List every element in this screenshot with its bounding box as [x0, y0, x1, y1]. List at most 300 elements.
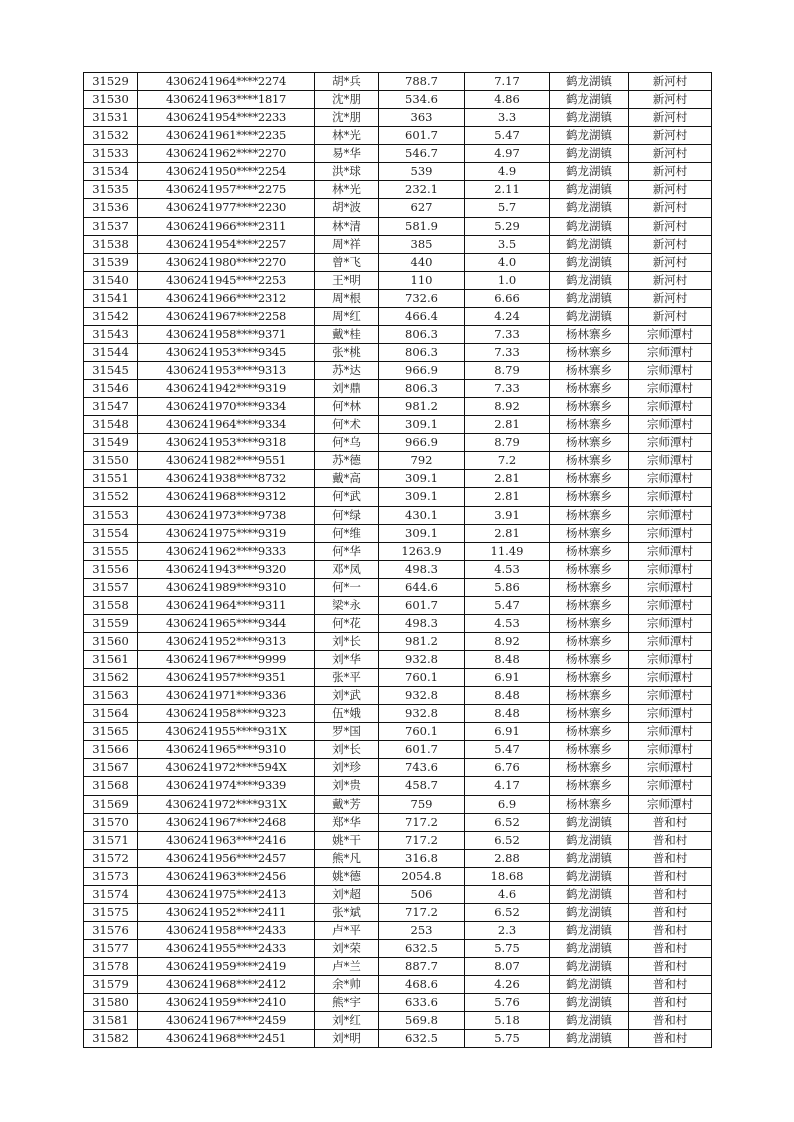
table-row [84, 777, 712, 795]
cell-serial-number: 31540 [84, 271, 138, 289]
cell-township: 鹤龙湖镇 [550, 199, 629, 217]
cell-township: 鹤龙湖镇 [550, 91, 629, 109]
cell-village: 普和村 [629, 885, 712, 903]
cell-id-number: 4306241973****9738 [138, 506, 315, 524]
table-row [84, 723, 712, 741]
cell-name: 姚*德 [315, 867, 379, 885]
cell-serial-number: 31543 [84, 325, 138, 343]
cell-village: 宗师潭村 [629, 416, 712, 434]
cell-id-number: 4306241974****9339 [138, 777, 315, 795]
cell-area: 732.6 [379, 289, 465, 307]
table-row [84, 687, 712, 705]
cell-amount: 6.76 [465, 759, 550, 777]
cell-id-number: 4306241953****9345 [138, 343, 315, 361]
table-row [84, 741, 712, 759]
cell-serial-number: 31573 [84, 867, 138, 885]
cell-name: 沈*朋 [315, 109, 379, 127]
cell-area: 966.9 [379, 434, 465, 452]
cell-name: 张*桃 [315, 343, 379, 361]
cell-amount: 11.49 [465, 542, 550, 560]
cell-amount: 4.97 [465, 145, 550, 163]
cell-serial-number: 31544 [84, 343, 138, 361]
cell-id-number: 4306241963****2416 [138, 831, 315, 849]
cell-serial-number: 31545 [84, 362, 138, 380]
cell-id-number: 4306241959****2419 [138, 958, 315, 976]
cell-village: 宗师潭村 [629, 777, 712, 795]
cell-id-number: 4306241962****9333 [138, 542, 315, 560]
cell-name: 刘*鼎 [315, 380, 379, 398]
cell-amount: 7.33 [465, 325, 550, 343]
cell-amount: 8.48 [465, 705, 550, 723]
table-row [84, 181, 712, 199]
cell-id-number: 4306241953****9313 [138, 362, 315, 380]
cell-area: 627 [379, 199, 465, 217]
cell-township: 杨林寨乡 [550, 524, 629, 542]
cell-township: 杨林寨乡 [550, 741, 629, 759]
cell-name: 林*光 [315, 127, 379, 145]
cell-village: 宗师潭村 [629, 705, 712, 723]
cell-serial-number: 31561 [84, 651, 138, 669]
cell-serial-number: 31533 [84, 145, 138, 163]
cell-township: 杨林寨乡 [550, 651, 629, 669]
cell-serial-number: 31559 [84, 614, 138, 632]
cell-area: 743.6 [379, 759, 465, 777]
cell-id-number: 4306241964****9311 [138, 596, 315, 614]
cell-amount: 2.81 [465, 470, 550, 488]
cell-village: 宗师潭村 [629, 542, 712, 560]
cell-amount: 4.86 [465, 91, 550, 109]
cell-amount: 5.75 [465, 1030, 550, 1048]
cell-township: 杨林寨乡 [550, 343, 629, 361]
cell-township: 鹤龙湖镇 [550, 163, 629, 181]
cell-village: 普和村 [629, 940, 712, 958]
cell-amount: 8.92 [465, 632, 550, 650]
cell-serial-number: 31578 [84, 958, 138, 976]
cell-serial-number: 31575 [84, 903, 138, 921]
cell-area: 506 [379, 885, 465, 903]
cell-township: 鹤龙湖镇 [550, 940, 629, 958]
table-row [84, 163, 712, 181]
cell-serial-number: 31541 [84, 289, 138, 307]
cell-amount: 6.52 [465, 903, 550, 921]
table-row [84, 452, 712, 470]
table-row [84, 416, 712, 434]
cell-serial-number: 31534 [84, 163, 138, 181]
cell-township: 杨林寨乡 [550, 506, 629, 524]
table-row [84, 217, 712, 235]
cell-name: 戴*芳 [315, 795, 379, 813]
cell-amount: 2.88 [465, 849, 550, 867]
cell-village: 普和村 [629, 921, 712, 939]
cell-area: 232.1 [379, 181, 465, 199]
cell-amount: 2.81 [465, 416, 550, 434]
cell-serial-number: 31557 [84, 578, 138, 596]
cell-township: 杨林寨乡 [550, 470, 629, 488]
cell-id-number: 4306241958****2433 [138, 921, 315, 939]
cell-id-number: 4306241967****2258 [138, 307, 315, 325]
cell-township: 鹤龙湖镇 [550, 307, 629, 325]
cell-area: 309.1 [379, 488, 465, 506]
cell-area: 253 [379, 921, 465, 939]
cell-amount: 6.66 [465, 289, 550, 307]
cell-name: 周*红 [315, 307, 379, 325]
cell-township: 杨林寨乡 [550, 795, 629, 813]
cell-village: 宗师潭村 [629, 614, 712, 632]
cell-id-number: 4306241942****9319 [138, 380, 315, 398]
cell-township: 鹤龙湖镇 [550, 253, 629, 271]
table-row [84, 813, 712, 831]
cell-id-number: 4306241982****9551 [138, 452, 315, 470]
table-row [84, 199, 712, 217]
table-row [84, 235, 712, 253]
cell-village: 宗师潭村 [629, 506, 712, 524]
cell-village: 普和村 [629, 849, 712, 867]
table-row [84, 325, 712, 343]
cell-area: 110 [379, 271, 465, 289]
cell-area: 759 [379, 795, 465, 813]
cell-amount: 4.53 [465, 560, 550, 578]
cell-area: 717.2 [379, 903, 465, 921]
cell-area: 309.1 [379, 524, 465, 542]
cell-village: 宗师潭村 [629, 651, 712, 669]
cell-area: 498.3 [379, 560, 465, 578]
cell-serial-number: 31567 [84, 759, 138, 777]
cell-township: 杨林寨乡 [550, 488, 629, 506]
table-row [84, 542, 712, 560]
cell-village: 宗师潭村 [629, 434, 712, 452]
cell-id-number: 4306241971****9336 [138, 687, 315, 705]
cell-township: 鹤龙湖镇 [550, 271, 629, 289]
cell-village: 新河村 [629, 271, 712, 289]
cell-amount: 5.47 [465, 741, 550, 759]
cell-serial-number: 31542 [84, 307, 138, 325]
table-row [84, 795, 712, 813]
cell-village: 普和村 [629, 1012, 712, 1030]
cell-township: 杨林寨乡 [550, 614, 629, 632]
cell-name: 胡*兵 [315, 73, 379, 91]
cell-amount: 8.79 [465, 362, 550, 380]
cell-amount: 8.79 [465, 434, 550, 452]
cell-id-number: 4306241965****9344 [138, 614, 315, 632]
cell-village: 普和村 [629, 867, 712, 885]
cell-id-number: 4306241964****2274 [138, 73, 315, 91]
table-row [84, 958, 712, 976]
cell-id-number: 4306241980****2270 [138, 253, 315, 271]
cell-township: 杨林寨乡 [550, 705, 629, 723]
cell-id-number: 4306241977****2230 [138, 199, 315, 217]
cell-amount: 5.86 [465, 578, 550, 596]
cell-serial-number: 31529 [84, 73, 138, 91]
cell-village: 宗师潭村 [629, 325, 712, 343]
cell-name: 刘*珍 [315, 759, 379, 777]
table-row [84, 91, 712, 109]
cell-serial-number: 31548 [84, 416, 138, 434]
cell-township: 杨林寨乡 [550, 578, 629, 596]
table-row [84, 145, 712, 163]
cell-township: 杨林寨乡 [550, 687, 629, 705]
cell-area: 632.5 [379, 1030, 465, 1048]
table-row [84, 362, 712, 380]
table-row [84, 596, 712, 614]
cell-area: 644.6 [379, 578, 465, 596]
cell-village: 新河村 [629, 217, 712, 235]
cell-serial-number: 31577 [84, 940, 138, 958]
cell-area: 633.6 [379, 994, 465, 1012]
cell-serial-number: 31564 [84, 705, 138, 723]
cell-area: 601.7 [379, 127, 465, 145]
cell-name: 张*平 [315, 669, 379, 687]
cell-township: 鹤龙湖镇 [550, 921, 629, 939]
cell-id-number: 4306241958****9371 [138, 325, 315, 343]
cell-name: 梁*永 [315, 596, 379, 614]
cell-area: 760.1 [379, 723, 465, 741]
cell-township: 杨林寨乡 [550, 560, 629, 578]
cell-serial-number: 31551 [84, 470, 138, 488]
cell-name: 何*花 [315, 614, 379, 632]
cell-township: 杨林寨乡 [550, 723, 629, 741]
cell-id-number: 4306241970****9334 [138, 398, 315, 416]
cell-name: 林*光 [315, 181, 379, 199]
cell-serial-number: 31574 [84, 885, 138, 903]
cell-township: 杨林寨乡 [550, 542, 629, 560]
cell-village: 新河村 [629, 127, 712, 145]
cell-serial-number: 31537 [84, 217, 138, 235]
cell-name: 周*祥 [315, 235, 379, 253]
cell-serial-number: 31569 [84, 795, 138, 813]
table-row [84, 921, 712, 939]
table-row [84, 867, 712, 885]
cell-serial-number: 31550 [84, 452, 138, 470]
cell-township: 杨林寨乡 [550, 380, 629, 398]
cell-amount: 8.48 [465, 651, 550, 669]
cell-village: 宗师潭村 [629, 687, 712, 705]
cell-area: 717.2 [379, 831, 465, 849]
cell-name: 沈*朋 [315, 91, 379, 109]
data-table [83, 72, 712, 1048]
cell-serial-number: 31582 [84, 1030, 138, 1048]
cell-id-number: 4306241954****2257 [138, 235, 315, 253]
cell-serial-number: 31539 [84, 253, 138, 271]
cell-id-number: 4306241938****8732 [138, 470, 315, 488]
cell-name: 刘*明 [315, 1030, 379, 1048]
cell-area: 717.2 [379, 813, 465, 831]
table-row [84, 994, 712, 1012]
table-row [84, 705, 712, 723]
table-row [84, 253, 712, 271]
table-row [84, 885, 712, 903]
cell-township: 鹤龙湖镇 [550, 289, 629, 307]
cell-township: 鹤龙湖镇 [550, 831, 629, 849]
cell-name: 易*华 [315, 145, 379, 163]
cell-id-number: 4306241957****9351 [138, 669, 315, 687]
cell-area: 569.8 [379, 1012, 465, 1030]
cell-village: 新河村 [629, 289, 712, 307]
cell-amount: 7.33 [465, 380, 550, 398]
table-row [84, 398, 712, 416]
cell-name: 胡*波 [315, 199, 379, 217]
cell-area: 534.6 [379, 91, 465, 109]
cell-name: 刘*长 [315, 632, 379, 650]
cell-serial-number: 31536 [84, 199, 138, 217]
cell-name: 何*维 [315, 524, 379, 542]
table-row [84, 1012, 712, 1030]
cell-township: 鹤龙湖镇 [550, 181, 629, 199]
cell-area: 498.3 [379, 614, 465, 632]
cell-area: 309.1 [379, 470, 465, 488]
cell-id-number: 4306241975****2413 [138, 885, 315, 903]
table-row [84, 289, 712, 307]
cell-name: 周*根 [315, 289, 379, 307]
cell-village: 新河村 [629, 235, 712, 253]
cell-area: 601.7 [379, 741, 465, 759]
cell-amount: 4.53 [465, 614, 550, 632]
cell-village: 宗师潭村 [629, 795, 712, 813]
cell-village: 宗师潭村 [629, 669, 712, 687]
cell-name: 卢*兰 [315, 958, 379, 976]
table-row [84, 651, 712, 669]
cell-serial-number: 31568 [84, 777, 138, 795]
cell-serial-number: 31579 [84, 976, 138, 994]
cell-amount: 8.07 [465, 958, 550, 976]
table-row [84, 434, 712, 452]
cell-serial-number: 31565 [84, 723, 138, 741]
cell-amount: 5.47 [465, 596, 550, 614]
cell-amount: 4.9 [465, 163, 550, 181]
cell-name: 苏*达 [315, 362, 379, 380]
cell-area: 430.1 [379, 506, 465, 524]
cell-serial-number: 31560 [84, 632, 138, 650]
cell-name: 何*乌 [315, 434, 379, 452]
cell-name: 张*斌 [315, 903, 379, 921]
cell-serial-number: 31566 [84, 741, 138, 759]
table-row [84, 940, 712, 958]
cell-township: 鹤龙湖镇 [550, 813, 629, 831]
cell-area: 788.7 [379, 73, 465, 91]
cell-amount: 8.48 [465, 687, 550, 705]
cell-amount: 5.29 [465, 217, 550, 235]
cell-area: 440 [379, 253, 465, 271]
cell-amount: 6.52 [465, 831, 550, 849]
cell-township: 杨林寨乡 [550, 759, 629, 777]
cell-amount: 4.17 [465, 777, 550, 795]
cell-id-number: 4306241966****2311 [138, 217, 315, 235]
table-row [84, 343, 712, 361]
cell-serial-number: 31576 [84, 921, 138, 939]
cell-id-number: 4306241966****2312 [138, 289, 315, 307]
cell-area: 632.5 [379, 940, 465, 958]
cell-amount: 3.3 [465, 109, 550, 127]
cell-id-number: 4306241967****2459 [138, 1012, 315, 1030]
cell-amount: 5.7 [465, 199, 550, 217]
table-row [84, 849, 712, 867]
cell-area: 539 [379, 163, 465, 181]
cell-name: 何*一 [315, 578, 379, 596]
cell-township: 杨林寨乡 [550, 632, 629, 650]
cell-id-number: 4306241963****1817 [138, 91, 315, 109]
cell-amount: 6.52 [465, 813, 550, 831]
cell-id-number: 4306241950****2254 [138, 163, 315, 181]
cell-village: 普和村 [629, 831, 712, 849]
cell-name: 何*华 [315, 542, 379, 560]
cell-name: 何*绿 [315, 506, 379, 524]
cell-amount: 4.24 [465, 307, 550, 325]
cell-amount: 4.26 [465, 976, 550, 994]
cell-name: 刘*红 [315, 1012, 379, 1030]
cell-village: 宗师潭村 [629, 380, 712, 398]
cell-township: 杨林寨乡 [550, 669, 629, 687]
cell-area: 932.8 [379, 651, 465, 669]
cell-area: 806.3 [379, 380, 465, 398]
cell-area: 981.2 [379, 398, 465, 416]
cell-name: 戴*高 [315, 470, 379, 488]
cell-name: 苏*德 [315, 452, 379, 470]
table-row [84, 307, 712, 325]
cell-serial-number: 31531 [84, 109, 138, 127]
cell-village: 宗师潭村 [629, 741, 712, 759]
cell-id-number: 4306241945****2253 [138, 271, 315, 289]
cell-id-number: 4306241961****2235 [138, 127, 315, 145]
cell-amount: 4.6 [465, 885, 550, 903]
cell-serial-number: 31572 [84, 849, 138, 867]
cell-id-number: 4306241972****931X [138, 795, 315, 813]
cell-amount: 2.81 [465, 524, 550, 542]
cell-area: 316.8 [379, 849, 465, 867]
cell-id-number: 4306241968****2451 [138, 1030, 315, 1048]
cell-village: 普和村 [629, 958, 712, 976]
cell-area: 385 [379, 235, 465, 253]
cell-name: 余*帅 [315, 976, 379, 994]
cell-village: 新河村 [629, 307, 712, 325]
cell-serial-number: 31563 [84, 687, 138, 705]
cell-name: 卢*平 [315, 921, 379, 939]
table-row [84, 903, 712, 921]
cell-amount: 5.47 [465, 127, 550, 145]
cell-name: 熊*凡 [315, 849, 379, 867]
cell-township: 杨林寨乡 [550, 325, 629, 343]
cell-area: 932.8 [379, 687, 465, 705]
cell-name: 刘*华 [315, 651, 379, 669]
cell-amount: 5.76 [465, 994, 550, 1012]
cell-area: 466.4 [379, 307, 465, 325]
table-row [84, 759, 712, 777]
cell-serial-number: 31549 [84, 434, 138, 452]
cell-township: 鹤龙湖镇 [550, 235, 629, 253]
cell-area: 887.7 [379, 958, 465, 976]
cell-village: 普和村 [629, 903, 712, 921]
cell-amount: 3.5 [465, 235, 550, 253]
cell-amount: 7.33 [465, 343, 550, 361]
table-row [84, 976, 712, 994]
cell-name: 何*武 [315, 488, 379, 506]
table-row [84, 73, 712, 91]
cell-amount: 5.18 [465, 1012, 550, 1030]
cell-id-number: 4306241967****9999 [138, 651, 315, 669]
cell-name: 熊*宇 [315, 994, 379, 1012]
cell-village: 新河村 [629, 91, 712, 109]
cell-area: 932.8 [379, 705, 465, 723]
cell-area: 468.6 [379, 976, 465, 994]
cell-serial-number: 31555 [84, 542, 138, 560]
table-row [84, 127, 712, 145]
cell-area: 458.7 [379, 777, 465, 795]
table-row [84, 524, 712, 542]
cell-id-number: 4306241958****9323 [138, 705, 315, 723]
cell-township: 鹤龙湖镇 [550, 73, 629, 91]
cell-area: 546.7 [379, 145, 465, 163]
cell-village: 新河村 [629, 199, 712, 217]
table-row [84, 831, 712, 849]
table-row [84, 271, 712, 289]
